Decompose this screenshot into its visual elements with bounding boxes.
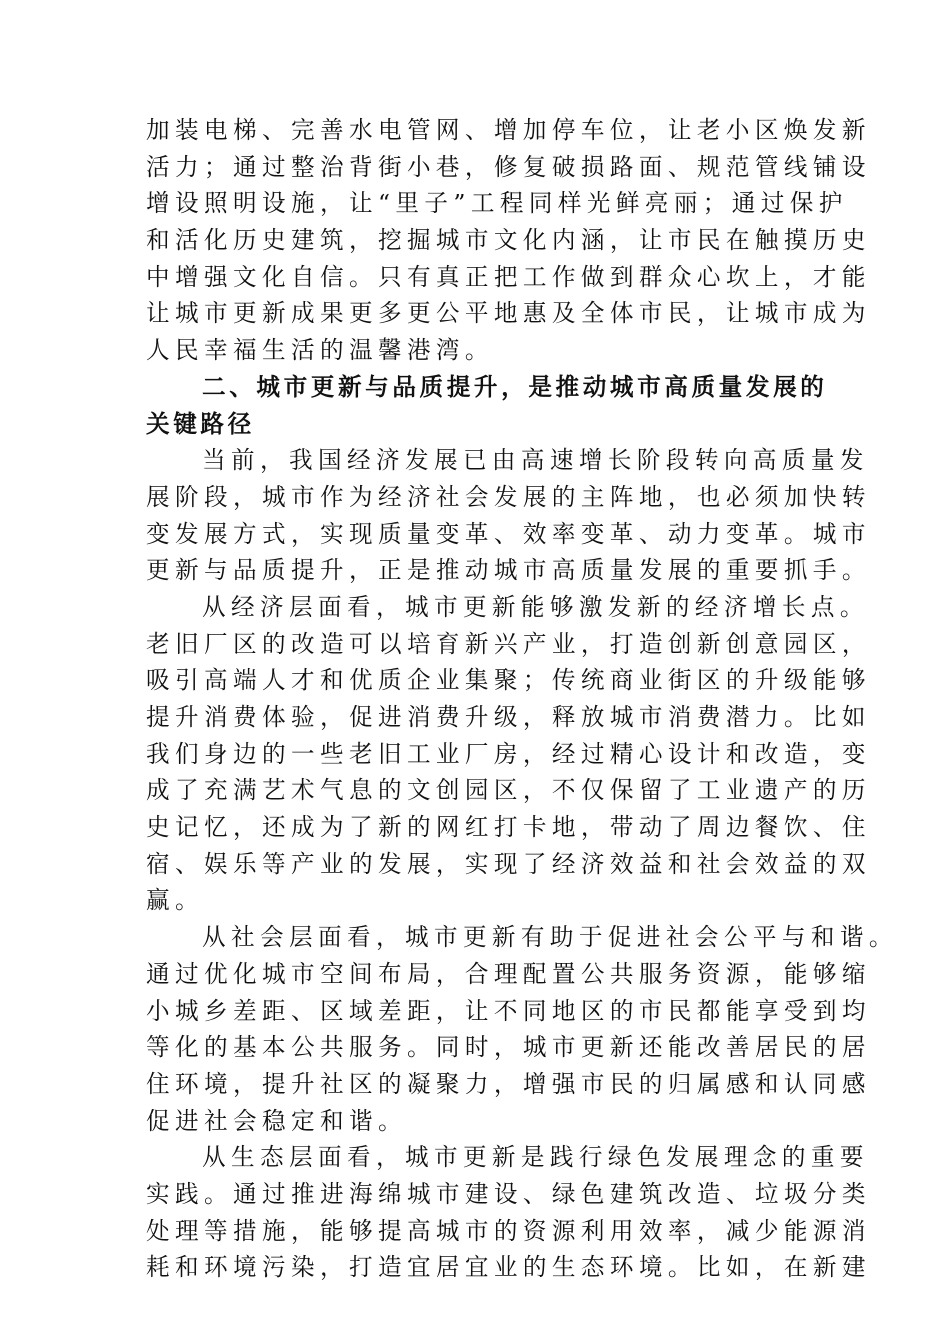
text-line: 成了充满艺术气息的文创园区，不仅保留了工业遗产的历 bbox=[146, 776, 871, 805]
text-line: 吸引高端人才和优质企业集聚；传统商业街区的升级能够 bbox=[146, 666, 871, 695]
text-line: 老旧厂区的改造可以培育新兴产业，打造创新创意园区， bbox=[146, 629, 871, 658]
text-line: 更新与品质提升，正是推动城市高质量发展的重要抓手。 bbox=[146, 556, 871, 585]
text-line: 处理等措施，能够提高城市的资源利用效率，减少能源消 bbox=[146, 1216, 871, 1245]
section-heading-line: 二、城市更新与品质提升，是推动城市高质量发展的 bbox=[202, 372, 828, 401]
text-line: 宿、娱乐等产业的发展，实现了经济效益和社会效益的双 bbox=[146, 849, 871, 878]
text-line: 促进社会稳定和谐。 bbox=[146, 1106, 407, 1135]
text-line: 人民幸福生活的温馨港湾。 bbox=[146, 336, 494, 365]
text-line: 实践。通过推进海绵城市建设、绿色建筑改造、垃圾分类 bbox=[146, 1179, 871, 1208]
text-line: 我们身边的一些老旧工业厂房，经过精心设计和改造，变 bbox=[146, 739, 871, 768]
text-line: 等化的基本公共服务。同时，城市更新还能改善居民的居 bbox=[146, 1033, 871, 1062]
text-line: 中增强文化自信。只有真正把工作做到群众心坎上，才能 bbox=[146, 262, 871, 291]
section-heading-line: 关键路径 bbox=[146, 409, 255, 438]
text-line: 从生态层面看，城市更新是践行绿色发展理念的重要 bbox=[202, 1143, 869, 1172]
text-line: 耗和环境污染，打造宜居宜业的生态环境。比如，在新建 bbox=[146, 1253, 871, 1282]
text-line: 当前，我国经济发展已由高速增长阶段转向高质量发 bbox=[202, 446, 869, 475]
text-line: 让城市更新成果更多更公平地惠及全体市民，让城市成为 bbox=[146, 299, 871, 328]
text-line: 赢。 bbox=[146, 886, 204, 915]
text-line: 和活化历史建筑，挖掘城市文化内涵，让市民在触摸历史 bbox=[146, 226, 871, 255]
text-line: 加装电梯、完善水电管网、增加停车位，让老小区焕发新 bbox=[146, 116, 871, 144]
text-line: 从社会层面看，城市更新有助于促进社会公平与和谐。 bbox=[202, 923, 898, 952]
text-line: 增设照明设施，让“里子”工程同样光鲜亮丽；通过保护 bbox=[146, 189, 848, 218]
text-line: 提升消费体验，促进消费升级，释放城市消费潜力。比如 bbox=[146, 703, 871, 731]
text-line: 变发展方式，实现质量变革、效率变革、动力变革。城市 bbox=[146, 519, 871, 548]
text-line: 史记忆，还成为了新的网红打卡地，带动了周边餐饮、住 bbox=[146, 813, 871, 842]
text-line: 活力；通过整治背街小巷，修复破损路面、规范管线铺设 bbox=[146, 152, 871, 181]
document-body bbox=[146, 112, 898, 1286]
text-line: 展阶段，城市作为经济社会发展的主阵地，也必须加快转 bbox=[146, 482, 871, 511]
text-line: 通过优化城市空间布局，合理配置公共服务资源，能够缩 bbox=[146, 959, 871, 988]
text-line: 住环境，提升社区的凝聚力，增强市民的归属感和认同感 bbox=[146, 1069, 871, 1098]
text-line: 从经济层面看，城市更新能够激发新的经济增长点。 bbox=[202, 592, 869, 621]
text-line: 小城乡差距、区域差距，让不同地区的市民都能享受到均 bbox=[146, 996, 871, 1025]
